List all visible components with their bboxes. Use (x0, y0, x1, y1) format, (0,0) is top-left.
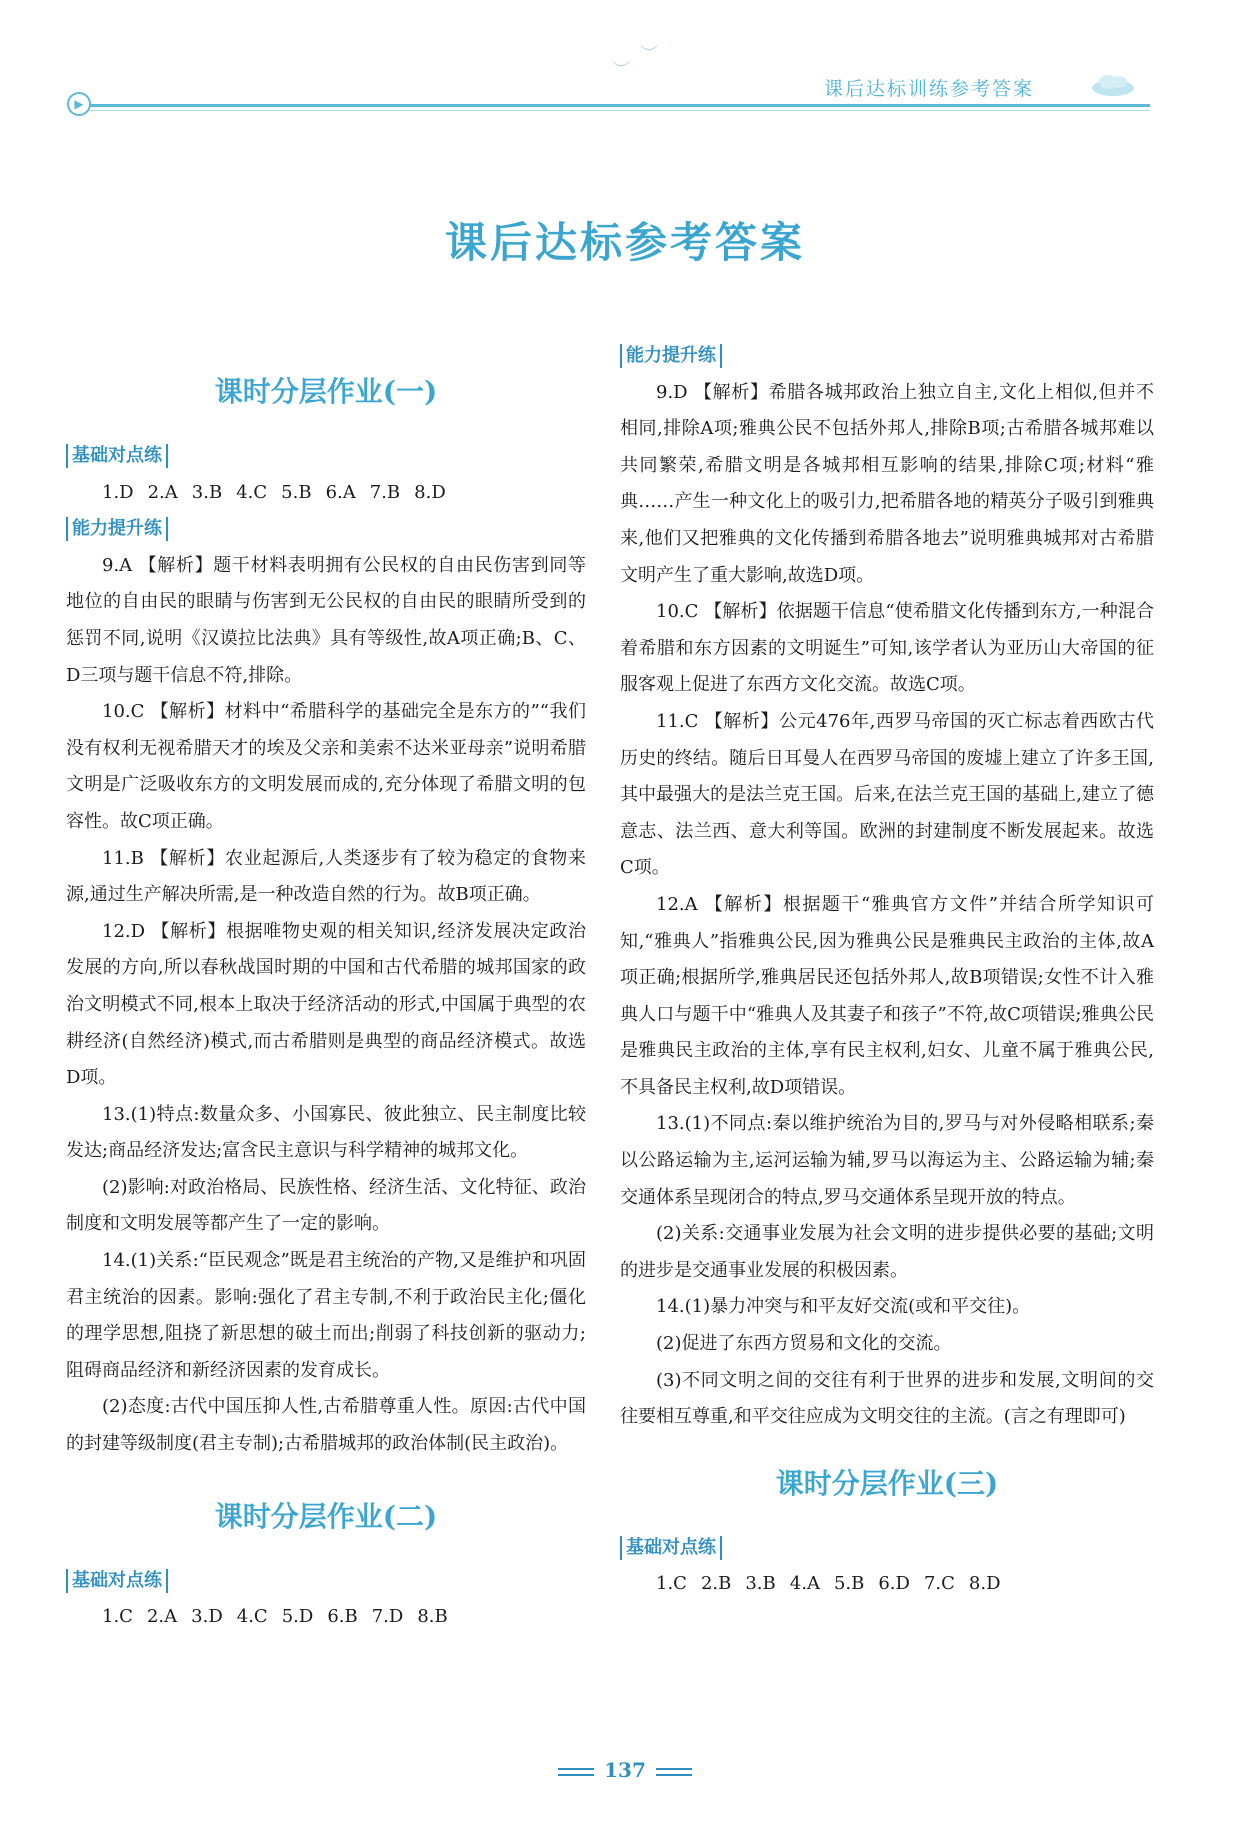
answer-item: 8.D (968, 1573, 1001, 1595)
answer-item: 6.D (878, 1573, 910, 1595)
answer-paragraph: (2)关系:交通事业发展为社会文明的进步提供必要的基础;文明的进步是交通事业发展的积极因素。 (620, 1223, 1154, 1281)
tag-advanced-practice: 能力提升练 (66, 517, 168, 541)
answer-paragraph: 11.C 【解析】公元476年,西罗马帝国的灭亡标志着西欧古代历史的终结。随后日耳曼人在西罗马帝国的废墟上建立了许多王国,其中最强大的是法兰克王国。后来,在法兰克王国的基础上,建立了德意志、法兰西、意大利等国。欧洲的封建制度不断发展起来。故选C项。 (620, 710, 1154, 879)
answer-paragraph: 14.(1)关系:“臣民观念”既是君主统治的产物,又是维护和巩固君主统治的因素。影响:强化了君主专制,不利于政治民主化;僵化的理学思想,阻挠了新思想的破土而出;削弱了科技创新的驱动力;阻碍商品经济和新经济因素的发育成长。 (66, 1250, 586, 1381)
answer-paragraph: 11.B 【解析】农业起源后,人类逐步有了较为稳定的食物来源,通过生产解决所需,是一种改造自然的行为。故B项正确。 (66, 847, 586, 906)
answer-paragraph: (3)不同文明之间的交往有利于世界的进步和发展,文明间的交往要相互尊重,和平交往应成为文明交往的主流。(言之有理即可) (620, 1369, 1154, 1428)
answer-item: 6.B (327, 1606, 358, 1628)
tag-basic-practice: 基础对点练 (66, 1569, 168, 1593)
answer-item: 4.C (236, 481, 268, 503)
answer-row-2 (66, 1599, 586, 1636)
answer-paragraph: 13.(1)不同点:秦以维护统治为目的,罗马与对外侵略相联系;秦以公路运输为主,运河运输为辅,罗马以海运为主、公路运输为辅;秦交通体系呈现闭合的特点,罗马交通体系呈现开放的特点。 (620, 1113, 1154, 1208)
answer-paragraph: (2)促进了东西方贸易和文化的交流。 (656, 1333, 952, 1355)
right-column (620, 338, 1154, 1603)
section-title-3: 课时分层作业(三) (775, 1466, 999, 1500)
answer-paragraph: (2)态度:古代中国压抑人性,古希腊尊重人性。原因:古代中国的封建等级制度(君主专制);古希腊城邦的政治体制(民主政治)。 (66, 1396, 586, 1455)
answer-item: 8.B (417, 1606, 448, 1628)
footer-dash-left (558, 1768, 594, 1776)
answer-item: 3.B (745, 1573, 776, 1595)
answer-item: 1.D (102, 481, 134, 503)
header-title: 课后达标训练参考答案 (824, 78, 1035, 100)
answer-paragraph: 12.D 【解析】根据唯物史观的相关知识,经济发展决定政治发展的方向,所以春秋战国时期的中国和古代希腊的城邦国家的政治文明模式不同,根本上取决于经济活动的形式,中国属于典型的农耕经济(自然经济)模式,而古希腊则是典型的商品经济模式。故选D项。 (66, 920, 586, 1089)
page-title: 课后达标参考答案 (444, 218, 805, 267)
answer-paragraph: 10.C 【解析】依据题干信息“使希腊文化传播到东方,一种混合着希腊和东方因素的文明诞生”可知,该学者认为亚历山大帝国的征服客观上促进了东西方文化交流。故选C项。 (620, 601, 1154, 696)
bird-decoration: ︶ (640, 44, 658, 65)
answer-paragraph: 9.A 【解析】题干材料表明拥有公民权的自由民伤害到同等地位的自由民的眼睛与伤害到无公民权的自由民的眼睛所受到的惩罚不同,说明《汉谟拉比法典》具有等级性,故A项正确;B、C、D三项与题干信息不符,排除。 (66, 554, 586, 686)
page-number: 137 (604, 1758, 646, 1782)
section-title-1: 课时分层作业(一) (214, 375, 438, 408)
tag-basic-practice: 基础对点练 (620, 1536, 722, 1560)
tag-basic-practice: 基础对点练 (66, 444, 168, 468)
cloud-icon (1090, 70, 1136, 98)
answer-paragraph: 10.C 【解析】材料中“希腊科学的基础完全是东方的”“我们没有权利无视希腊天才的埃及父亲和美索不达米亚母亲”说明希腊文明是广泛吸收东方的文明发展而成的,充分体现了希腊文明的包容性。故C项正确。 (66, 701, 586, 832)
answer-paragraph: 13.(1)特点:数量众多、小国寡民、彼此独立、民主制度比较发达;商品经济发达;富含民主意识与科学精神的城邦文化。 (66, 1103, 586, 1162)
answer-row-3 (620, 1566, 1154, 1603)
answer-item: 4.C (236, 1606, 268, 1628)
answer-item: 7.D (371, 1606, 404, 1628)
page-number-footer (0, 1758, 1250, 1782)
answer-item: 1.C (656, 1573, 687, 1595)
answer-paragraph: 12.A 【解析】根据题干“雅典官方文件”并结合所学知识可知,“雅典人”指雅典公民,因为雅典公民是雅典民主政治的主体,故A项正确;根据所学,雅典居民还包括外邦人,故B项错误;女性不计入雅典人口与题干中“雅典人及其妻子和孩子”不符,故C项错误;雅典公民是雅典民主政治的主体,享有民主权利,妇女、儿童不属于雅典公民,不具备民主权利,故D项错误。 (620, 893, 1154, 1098)
header-rule (75, 104, 1150, 107)
answer-paragraph: 14.(1)暴力冲突与和平友好交流(或和平交往)。 (656, 1296, 1031, 1318)
bird-decoration: ︶ (612, 60, 630, 81)
answer-item: 7.B (369, 481, 401, 503)
answer-item: 2.B (700, 1573, 732, 1595)
answer-item: 5.B (281, 481, 312, 503)
answer-item: 1.C (102, 1606, 133, 1628)
section-title-2: 课时分层作业(二) (214, 1499, 438, 1533)
answer-item: 3.B (191, 481, 223, 503)
answer-item: 4.A (789, 1573, 820, 1595)
answer-item: 2.A (147, 481, 178, 503)
answer-item: 5.B (833, 1573, 865, 1595)
answer-row-1 (66, 475, 586, 512)
answer-paragraph: 9.D 【解析】希腊各城邦政治上独立自主,文化上相似,但并不相同,排除A项;雅典公民不包括外邦人,排除B项;古希腊各城邦难以共同繁荣,希腊文明是各城邦相互影响的结果,排除C项;材料“雅典……产生一种文化上的吸引力,把希腊各地的精英分子吸引到雅典来,他们又把雅典的文化传播到希腊各地去”说明雅典城邦对古希腊文明产生了重大影响,故选D项。 (620, 381, 1154, 586)
answer-item: 2.A (146, 1606, 178, 1628)
answer-item: 5.D (281, 1606, 314, 1628)
answer-item: 6.A (325, 481, 356, 503)
answer-paragraph: (2)影响:对政治格局、民族性格、经济生活、文化特征、政治制度和文明发展等都产生了一定的影响。 (66, 1176, 586, 1235)
play-circle-icon: ▶ (67, 92, 91, 116)
answer-item: 7.C (923, 1573, 955, 1595)
footer-dash-right (656, 1768, 692, 1776)
tag-advanced-practice: 能力提升练 (620, 344, 722, 368)
answer-item: 8.D (414, 481, 446, 503)
answer-item: 3.D (191, 1606, 223, 1628)
left-column (66, 340, 586, 1636)
header-rule-thin (75, 110, 1150, 111)
